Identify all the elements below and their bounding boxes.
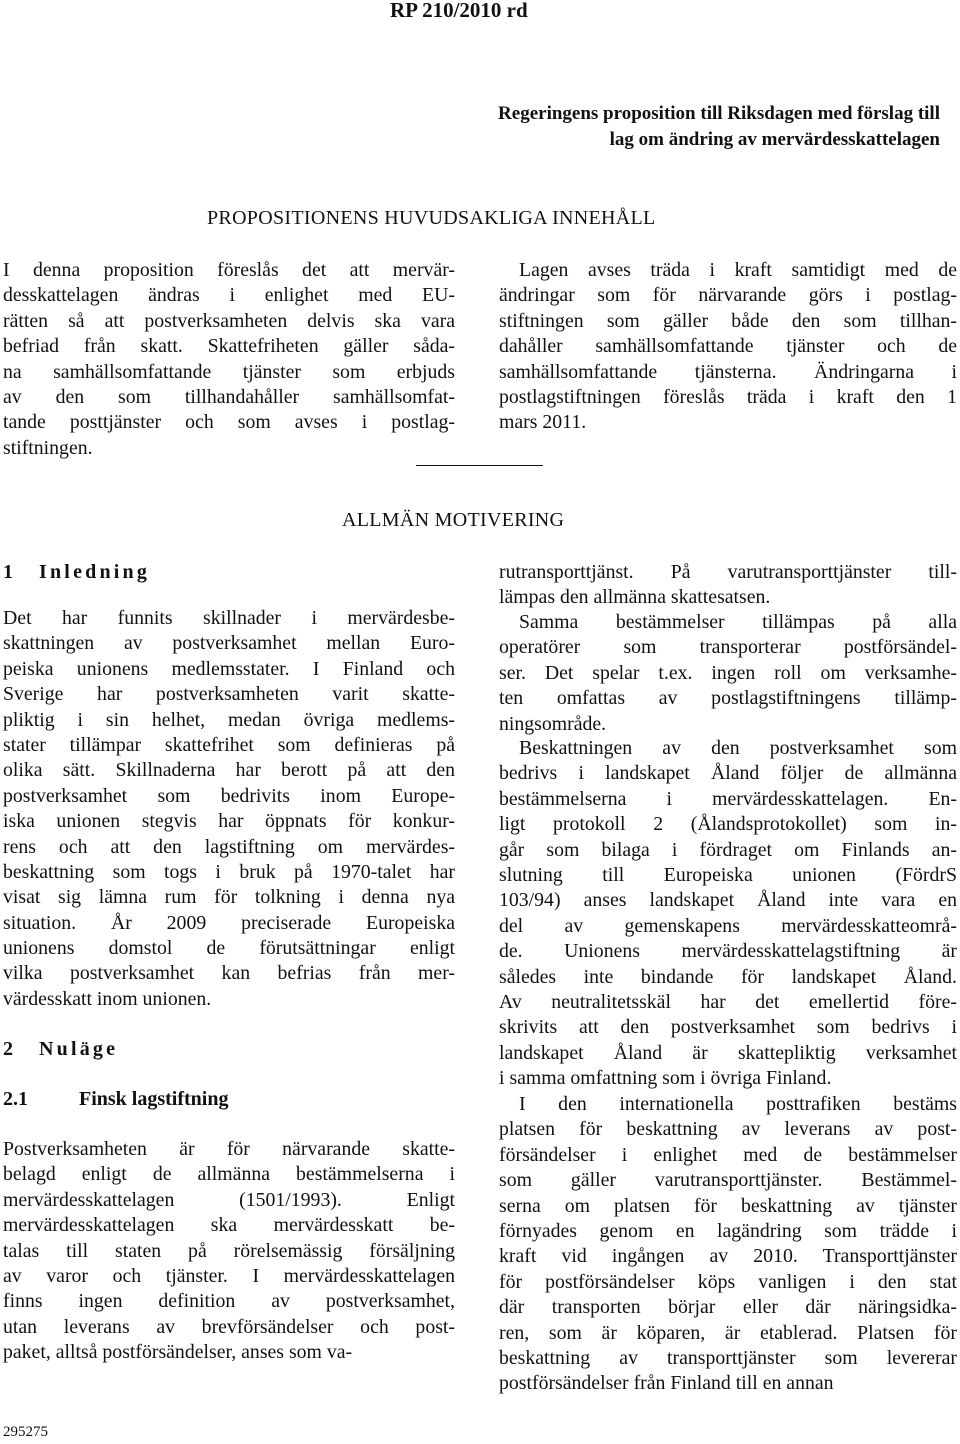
text-line: paket, alltså postförsändelser, anses som va- [3, 1341, 353, 1364]
title-line: lag om ändring av mervärdesskattelagen [609, 129, 940, 150]
text-line: skattningen av postverksamhet mellan Euro- [3, 632, 455, 655]
section-1-paragraph [3, 606, 455, 1012]
text-line: belagd enligt de allmänna bestämmelserna i [3, 1163, 455, 1186]
text-line: således inte bindande för landskapet Åland. [499, 965, 957, 988]
section-2-heading [3, 1038, 118, 1061]
text-line: landskapet Åland är skattepliktig verksamhet [499, 1041, 957, 1064]
text-line: Postverksamheten är för närvarande skatte- [3, 1138, 455, 1160]
text-line: postverksamhet som bedrivits inom Europe- [3, 784, 455, 807]
summary-left-column [3, 258, 455, 461]
text-line: lämpas den allmänna skattesatsen. [499, 586, 771, 609]
text-line: Det har funnits skillnader i mervärdesbe- [3, 607, 455, 629]
text-line: Lagen avses träda i kraft samtidigt med de [519, 259, 957, 281]
section-2-1-paragraph [3, 1137, 455, 1366]
text-line: samhällsomfattande tjänsterna. Ändringarna i [499, 360, 957, 383]
text-line: ser. Det spelar t.ex. ingen roll om verksamhe- [499, 661, 957, 684]
section-title: Finsk lagstiftning [79, 1088, 229, 1110]
text-line: i samma omfattning som i övriga Finland. [499, 1067, 832, 1090]
text-line: mars 2011. [499, 411, 587, 434]
text-line: rens och att den lagstiftning om mervärdes- [3, 835, 455, 858]
text-line: peiska unionens medlemsstater. I Finland och [3, 657, 455, 680]
motivation-heading: ALLMÄN MOTIVERING [342, 509, 565, 531]
text-line: där transporten börjar eller där näringsidka- [499, 1296, 957, 1319]
text-line: befriad från skatt. Skattefriheten gäller såda- [3, 335, 455, 358]
text-line: postförsändelser från Finland till en annan [499, 1372, 834, 1395]
text-line: Beskattningen av den postverksamhet som [519, 737, 957, 759]
text-line: bedrivs i landskapet Åland följer de allmänna [499, 762, 957, 785]
text-line: ren, som är köparen, är etablerad. Platsen för [499, 1321, 957, 1344]
text-line: stiftningen. [3, 436, 93, 459]
text-line: desskattelagen ändras i enlighet med EU- [3, 284, 455, 307]
text-line: platsen för beskattning av leverans av post- [499, 1118, 957, 1141]
section-1-heading [3, 561, 150, 584]
text-line: slutning till Europeiska unionen (FördrS [499, 863, 957, 886]
text-line: bestämmelserna i mervärdesskattelagen. En- [499, 787, 957, 810]
text-line: värdesskatt inom unionen. [3, 987, 212, 1010]
text-line: kraft vid ingången av 2010. Transporttjänster [499, 1245, 957, 1268]
text-line: stiftningen som gäller både den som tillhan- [499, 309, 957, 332]
title-line: Regeringens proposition till Riksdagen med förslag till [498, 103, 940, 124]
text-line: ningsområde. [499, 712, 607, 735]
text-line: talas till staten på rörelsemässig försäljning [3, 1239, 455, 1262]
text-line: situation. År 2009 preciserade Europeiska [3, 911, 455, 934]
text-line: de. Unionens mervärdesskattelagstiftning är [499, 940, 957, 963]
text-line: av varor och tjänster. I mervärdesskattelagen [3, 1264, 455, 1287]
text-line: Av neutralitetsskäl har det emellertid före- [499, 990, 957, 1013]
text-line: finns ingen definition av postverksamhet, [3, 1290, 455, 1313]
text-line: förnyades genom en lagändring som trädde i [499, 1219, 957, 1242]
right-paragraph [499, 736, 957, 1091]
text-line: mervärdesskattelagen ska mervärdesskatt be- [3, 1214, 455, 1237]
text-line: vilka postverksamhet kan befrias från mer- [3, 962, 455, 985]
text-line: del av gemenskapens mervärdesskatteområ- [499, 914, 957, 937]
text-line: 103/94) anses landskapet Åland inte vara en [499, 889, 957, 912]
text-line: mervärdesskattelagen (1501/1993). Enligt [3, 1188, 455, 1211]
text-line: utan leverans av brevförsändelser och post- [3, 1315, 455, 1338]
text-line: olika sätt. Skillnaderna har berott på att den [3, 759, 455, 782]
text-line: beskattning av transporttjänster som levererar [499, 1346, 957, 1369]
text-line: tande posttjänster och som avses i postlag- [3, 411, 455, 434]
section-number: 1 [3, 561, 13, 583]
text-line: för postförsändelser köps vanligen i den stat [499, 1270, 957, 1293]
text-line: rätten så att postverksamheten delvis ska vara [3, 309, 455, 332]
text-line: I den internationella posttrafiken bestäms [519, 1093, 957, 1115]
section-2-1-heading [3, 1088, 228, 1111]
text-line: dahåller samhällsomfattande tjänster och de [499, 335, 957, 358]
section-number: 2.1 [3, 1088, 28, 1110]
text-line: ten omfattas av postlagstiftningens tillämp- [499, 687, 957, 710]
text-line: av den som tillhandahåller samhällsomfat- [3, 385, 455, 408]
text-line: rutransporttjänst. På varutransporttjänster till- [499, 561, 957, 583]
right-paragraph [499, 560, 957, 611]
section-title: Nuläge [39, 1038, 119, 1060]
document-id: RP 210/2010 rd [390, 0, 528, 22]
text-line: pliktig i sin helhet, medan övriga medlems- [3, 708, 455, 731]
text-line: operatörer som transporterar postförsändel- [499, 636, 957, 659]
text-line: Samma bestämmelser tillämpas på alla [519, 611, 957, 633]
text-line: Sverige har postverksamheten varit skatte- [3, 683, 455, 706]
text-line: na samhällsomfattande tjänster som erbjuds [3, 360, 455, 383]
text-line: stater tillämpar skattefrihet som definieras på [3, 733, 455, 756]
text-line: postlagstiftningen föreslås träda i kraft den 1 [499, 385, 957, 408]
text-line: ligt protokoll 2 (Ålandsprotokollet) som in- [499, 813, 957, 836]
text-line: iska unionen stegvis har öppnats för konkur- [3, 810, 455, 833]
text-line: ändringar som för närvarande görs i postlag- [499, 284, 957, 307]
proposition-title [300, 101, 940, 153]
section-number: 2 [3, 1038, 13, 1060]
text-line: som gäller varutransporttjänster. Bestämmel- [499, 1169, 957, 1192]
text-line: I denna proposition föreslås det att mervär- [3, 259, 455, 281]
text-line: beskattning som togs i bruk på 1970-talet har [3, 860, 455, 883]
summary-right-column [499, 258, 957, 436]
right-paragraph [499, 1092, 957, 1397]
section-title: Inledning [39, 561, 151, 583]
page-footer-code: 295275 [3, 1424, 48, 1440]
divider-line [416, 465, 543, 466]
text-line: försändelser i enlighet med de bestämmelser [499, 1143, 957, 1166]
right-paragraph [499, 610, 957, 737]
text-line: skrivits att den postverksamhet som bedrivs i [499, 1016, 957, 1039]
text-line: visat sig lämna rum för tolkning i denna nya [3, 886, 455, 909]
text-line: unionens domstol de förutsättningar enligt [3, 937, 455, 960]
text-line: går som bilaga i fördraget om Finlands an- [499, 838, 957, 861]
text-line: serna om platsen för beskattning av tjänster [499, 1194, 957, 1217]
summary-heading: PROPOSITIONENS HUVUDSAKLIGA INNEHÅLL [207, 207, 656, 229]
